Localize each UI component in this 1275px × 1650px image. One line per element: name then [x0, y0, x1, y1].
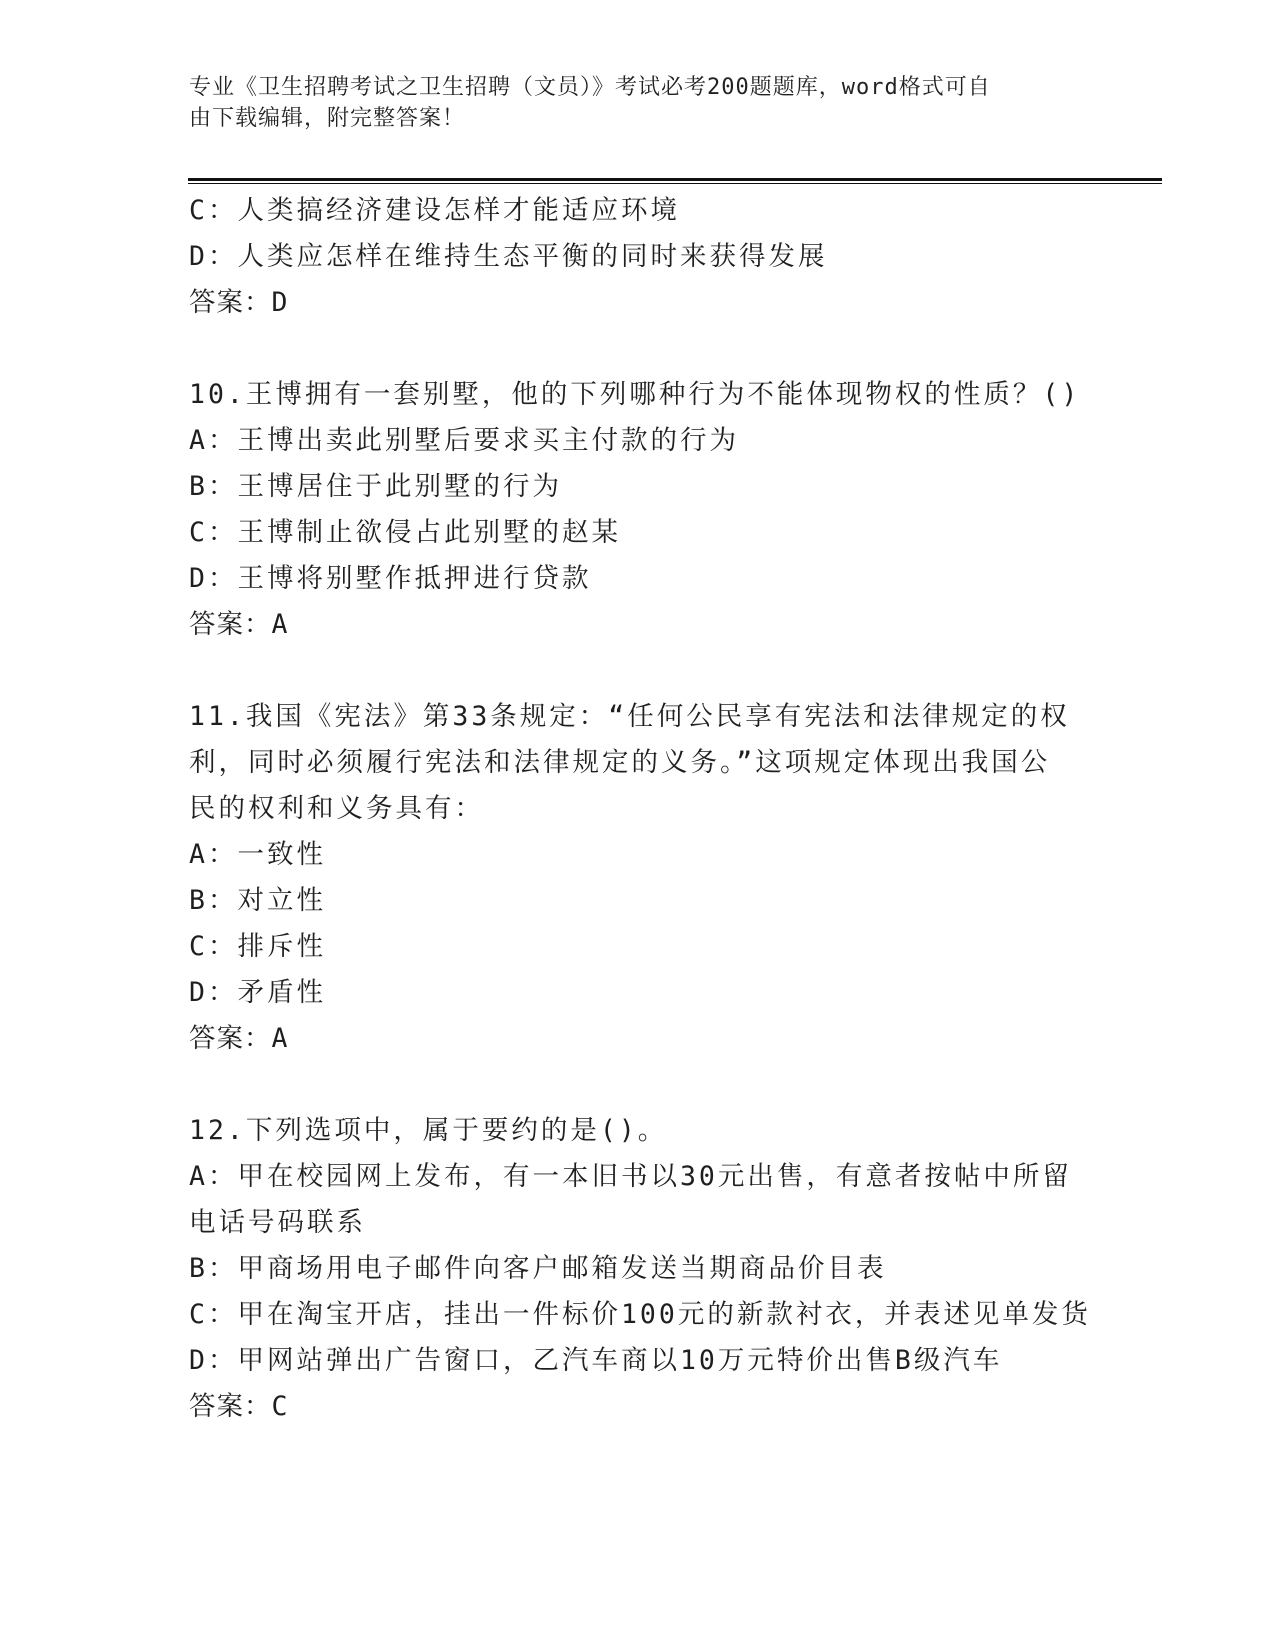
question-stem-line-3: 民的权利和义务具有： [189, 793, 484, 824]
option-a: A：王博出卖此别墅后要求买主付款的行为 [189, 425, 739, 456]
header-line-2: 由下载编辑，附完整答案！ [189, 106, 466, 131]
option-d: D：矛盾性 [189, 977, 326, 1008]
header-line-1: 专业《卫生招聘考试之卫生招聘（文员）》考试必考200题题库，word格式可自 [189, 75, 991, 100]
header-divider-thin [188, 183, 1162, 184]
answer-line: 答案：A [189, 1023, 289, 1054]
question-block-12 [189, 1108, 1089, 1430]
option-b: B：王博居住于此别墅的行为 [189, 471, 562, 502]
option-c: C：甲在淘宝开店，挂出一件标价100元的新款衬衣，并表述见单发货 [189, 1299, 1091, 1330]
answer-line: 答案：C [189, 1391, 289, 1422]
question-block-10 [189, 372, 1089, 648]
question-stem-line-2: 利，同时必须履行宪法和法律规定的义务。”这项规定体现出我国公 [189, 747, 1051, 778]
question-spacer [189, 326, 1089, 372]
header-divider-thick [188, 178, 1162, 181]
question-block-9-partial [189, 188, 1089, 326]
option-a-line-1: A：甲在校园网上发布，有一本旧书以30元出售，有意者按帖中所留 [189, 1161, 1072, 1192]
option-c: C：排斥性 [189, 931, 326, 962]
option-d: D：甲网站弹出广告窗口，乙汽车商以10万元特价出售B级汽车 [189, 1345, 1003, 1376]
option-b: B：甲商场用电子邮件向客户邮箱发送当期商品价目表 [189, 1253, 887, 1284]
question-stem-line-1: 11.我国《宪法》第33条规定：“任何公民享有宪法和法律规定的权 [189, 701, 1070, 732]
question-stem: 10.王博拥有一套别墅，他的下列哪种行为不能体现物权的性质？() [189, 379, 1081, 410]
answer-line: 答案：A [189, 609, 289, 640]
option-a: A：一致性 [189, 839, 326, 870]
option-b: B：对立性 [189, 885, 326, 916]
question-list [189, 188, 1089, 1430]
question-stem: 12.下列选项中，属于要约的是()。 [189, 1115, 668, 1146]
question-spacer [189, 1062, 1089, 1108]
option-d: D：人类应怎样在维持生态平衡的同时来获得发展 [189, 241, 828, 272]
option-d: D：王博将别墅作抵押进行贷款 [189, 563, 592, 594]
question-block-11 [189, 694, 1089, 1062]
option-c: C：王博制止欲侵占此别墅的赵某 [189, 517, 621, 548]
document-header [189, 72, 1089, 134]
option-c: C：人类搞经济建设怎样才能适应环境 [189, 195, 680, 226]
answer-line: 答案：D [189, 287, 289, 318]
question-spacer [189, 648, 1089, 694]
option-a-line-2: 电话号码联系 [189, 1207, 366, 1238]
